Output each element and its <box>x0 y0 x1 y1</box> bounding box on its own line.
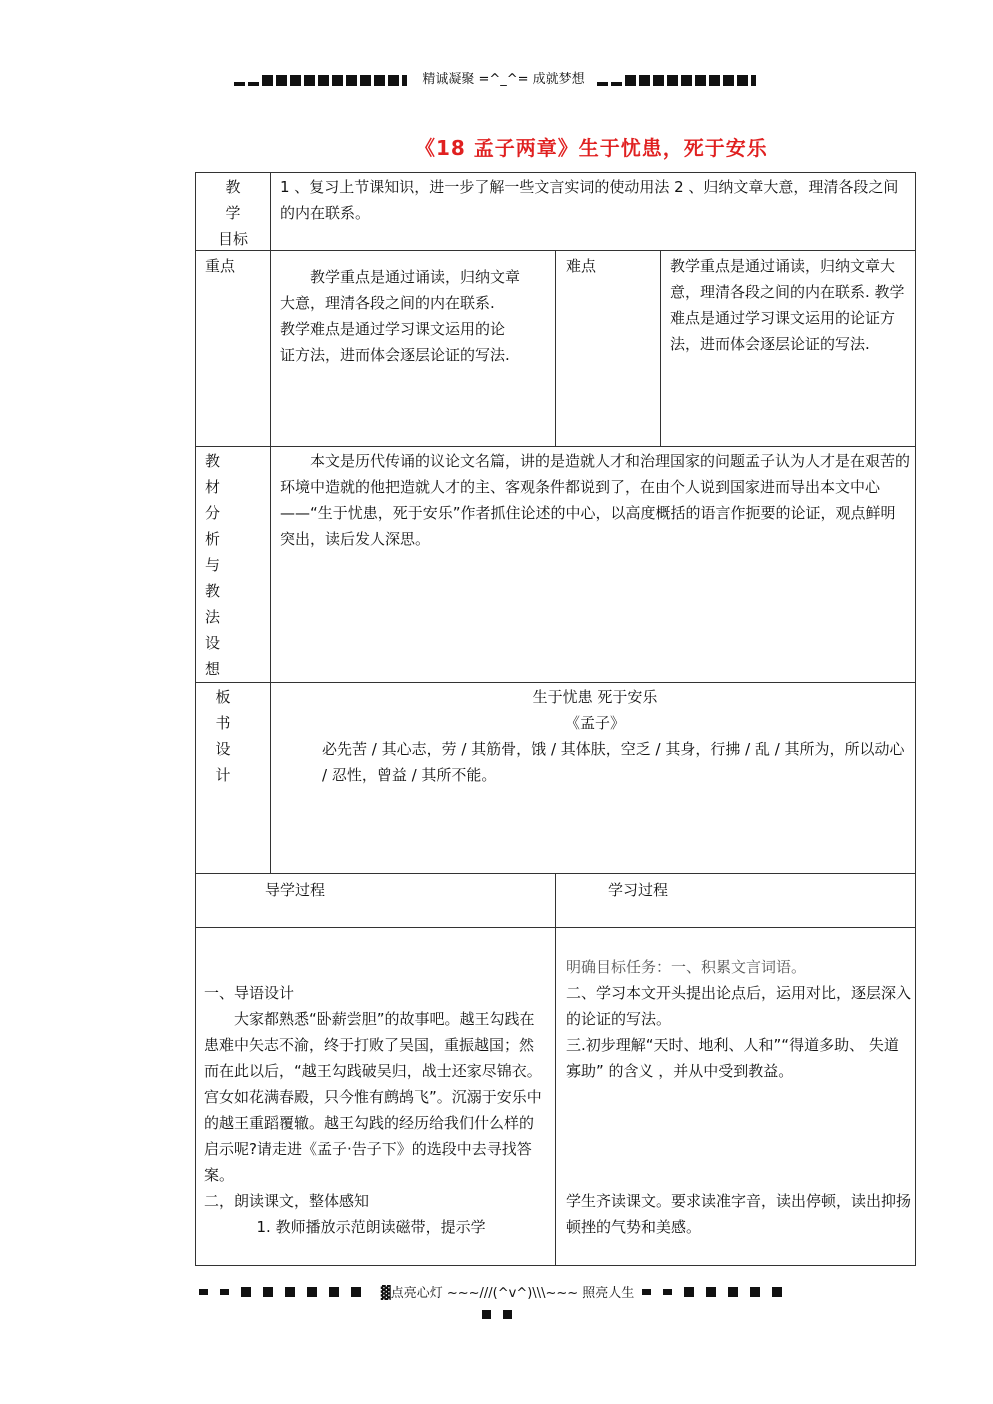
deco-square <box>751 75 756 86</box>
goal-line: 明确目标任务：一、积累文言词语。 <box>566 958 807 976</box>
deco-square <box>199 1289 208 1295</box>
goal-label <box>196 174 270 252</box>
difficulty-label: 难点 <box>566 257 597 275</box>
deco-square <box>307 1287 317 1297</box>
difficulty-content: 教学重点是通过诵读，归纳文章大意，理清各段之间的内在联系. 教学难点是通过学习课文运用的论证方法，进而体会逐层论证的写法. <box>670 257 905 353</box>
deco-square <box>653 75 664 86</box>
deco-square <box>723 75 734 86</box>
deco-square <box>241 1287 251 1297</box>
deco-square <box>262 75 273 86</box>
section-item: 1. 教师播放示范朗读磁带，提示学 <box>256 1218 486 1236</box>
page-footer-marks <box>0 1305 993 1323</box>
goal-content: 1 、复习上节课知识，进一步了解一些文言实词的使动用法 2 、归纳文章大意，理清各段之间的内在联系。 <box>280 178 899 222</box>
section-title: 一、导语设计 <box>204 984 295 1002</box>
analysis-label <box>205 448 225 682</box>
deco-square <box>684 1287 694 1297</box>
label-char: 教 <box>225 178 241 196</box>
footer-text: ▓点亮心灯 ~~~///(^v^)\\\~~~ 照亮人生 <box>380 1286 635 1301</box>
label-char: 教 <box>205 452 221 470</box>
label-char: 设 <box>205 634 221 652</box>
section-text: 大家都熟悉“卧薪尝胆”的故事吧。越王勾践在患难中矢志不渝，终于打败了吴国，重振越国；然而在此以后，“越王勾践破吴归，战士还家尽锦衣。宫女如花满春殿，只今惟有鹧鸪飞”。沉溺于安乐中的越王重蹈覆辙。越王勾践的经历给我们什么样的启示呢?请走进《孟子·告子下》的选段中去寻找答案。 <box>204 1010 542 1184</box>
table-border-bottom <box>195 1265 916 1266</box>
deco-square <box>263 1287 273 1297</box>
section-title: 二，朗读课文，整体感知 <box>204 1192 370 1210</box>
deco-square <box>728 1287 738 1297</box>
deco-square <box>285 1287 295 1297</box>
guide-process <box>204 980 548 1240</box>
deco-square <box>402 75 407 86</box>
deco-square <box>346 75 357 86</box>
label-char: 析 <box>205 530 221 548</box>
deco-square <box>351 1287 361 1297</box>
deco-square <box>276 75 287 86</box>
label-char: 设 <box>215 740 231 758</box>
learning-item: 二、学习本文开头提出论点后，运用对比，逐层深入的论证的写法。 <box>566 984 912 1028</box>
deco-square <box>639 75 650 86</box>
deco-square <box>625 75 636 86</box>
board-label <box>196 684 250 788</box>
key-content-line: 教学重点是通过诵读，归纳文章 <box>310 268 521 286</box>
board-text-body: 必先苦 / 其心志，劳 / 其筋骨，饿 / 其体肤，空乏 / 其身，行拂 / 乱 / 其所为，所以动心 / 忍性，曾益 / 其所不能。 <box>322 740 905 784</box>
label-char: 分 <box>205 504 221 522</box>
table-border-right <box>915 172 916 1265</box>
deco-square <box>248 82 259 86</box>
label-char: 板 <box>215 688 231 706</box>
deco-square <box>667 75 678 86</box>
page-header <box>0 70 993 91</box>
process-header-left: 导学过程 <box>265 881 326 899</box>
deco-square <box>772 1287 782 1297</box>
key-content-line: 证方法，进而体会逐层论证的写法. <box>280 346 510 364</box>
label-char: 材 <box>205 478 221 496</box>
key-label: 重点 <box>205 257 236 275</box>
learning-process <box>566 954 912 1084</box>
label-char: 计 <box>215 766 231 784</box>
label-char: 教 <box>205 582 221 600</box>
label-char: 学 <box>225 204 241 222</box>
label-char: 法 <box>205 608 221 626</box>
deco-square <box>318 75 329 86</box>
table-rule <box>195 682 916 683</box>
reading-task: 学生齐读课文。要求读准字音，读出停顿，读出抑扬顿挫的气势和美感。 <box>566 1192 912 1236</box>
label-char: 想 <box>205 660 221 678</box>
deco-square <box>611 82 622 86</box>
analysis-content: 本文是历代传诵的议论文名篇，讲的是造就人才和治理国家的问题孟子认为人才是在艰苦的环境中造就的他把造就人才的主、客观条件都说到了，在由个人说到国家进而导出本文中心——“生于忧患，死于安乐”作者抓住论述的中心，以高度概括的语言作扼要的论证，观点鲜明突出，读后发人深思。 <box>280 452 911 548</box>
page-footer <box>0 1282 993 1301</box>
deco-square <box>388 75 399 86</box>
table-rule-vertical <box>660 250 661 446</box>
board-source: 《孟子》 <box>564 714 625 732</box>
deco-square <box>304 75 315 86</box>
key-content <box>280 264 552 368</box>
deco-square <box>642 1289 651 1295</box>
table-rule <box>195 446 916 447</box>
label-char: 目标 <box>217 230 248 248</box>
board-text <box>322 736 910 788</box>
table-rule-vertical <box>270 172 271 873</box>
deco-square <box>374 75 385 86</box>
deco-square <box>706 1287 716 1297</box>
key-content-line: 大意，理清各段之间的内在联系. <box>280 294 495 312</box>
deco-square <box>482 1310 491 1319</box>
deco-square <box>503 1310 512 1319</box>
table-rule-vertical <box>555 250 556 446</box>
deco-square <box>329 1287 339 1297</box>
deco-square <box>750 1287 760 1297</box>
deco-square <box>220 1289 229 1295</box>
label-char: 书 <box>215 714 231 732</box>
board-title: 生于忧患 死于安乐 <box>532 688 658 706</box>
deco-square <box>332 75 343 86</box>
key-content-line: 教学难点是通过学习课文运用的论 <box>280 320 506 338</box>
deco-square <box>709 75 720 86</box>
process-header-right: 学习过程 <box>608 881 669 899</box>
deco-square <box>663 1289 672 1295</box>
page-title: 《18 孟子两章》生于忧患，死于安乐 <box>415 136 768 160</box>
deco-square <box>360 75 371 86</box>
learning-item: 三.初步理解“天时、地利、人和”“得道多助、 失道寡助” 的含义 ，并从中受到教益。 <box>566 1036 899 1080</box>
deco-square <box>737 75 748 86</box>
deco-square <box>597 82 608 86</box>
table-border-top <box>195 172 916 173</box>
deco-square <box>681 75 692 86</box>
label-char: 与 <box>205 556 221 574</box>
deco-square <box>695 75 706 86</box>
deco-square <box>290 75 301 86</box>
table-rule-vertical <box>555 873 556 1265</box>
header-text: 精诚凝聚 =^_^= 成就梦想 <box>422 72 585 87</box>
deco-square <box>234 82 245 86</box>
